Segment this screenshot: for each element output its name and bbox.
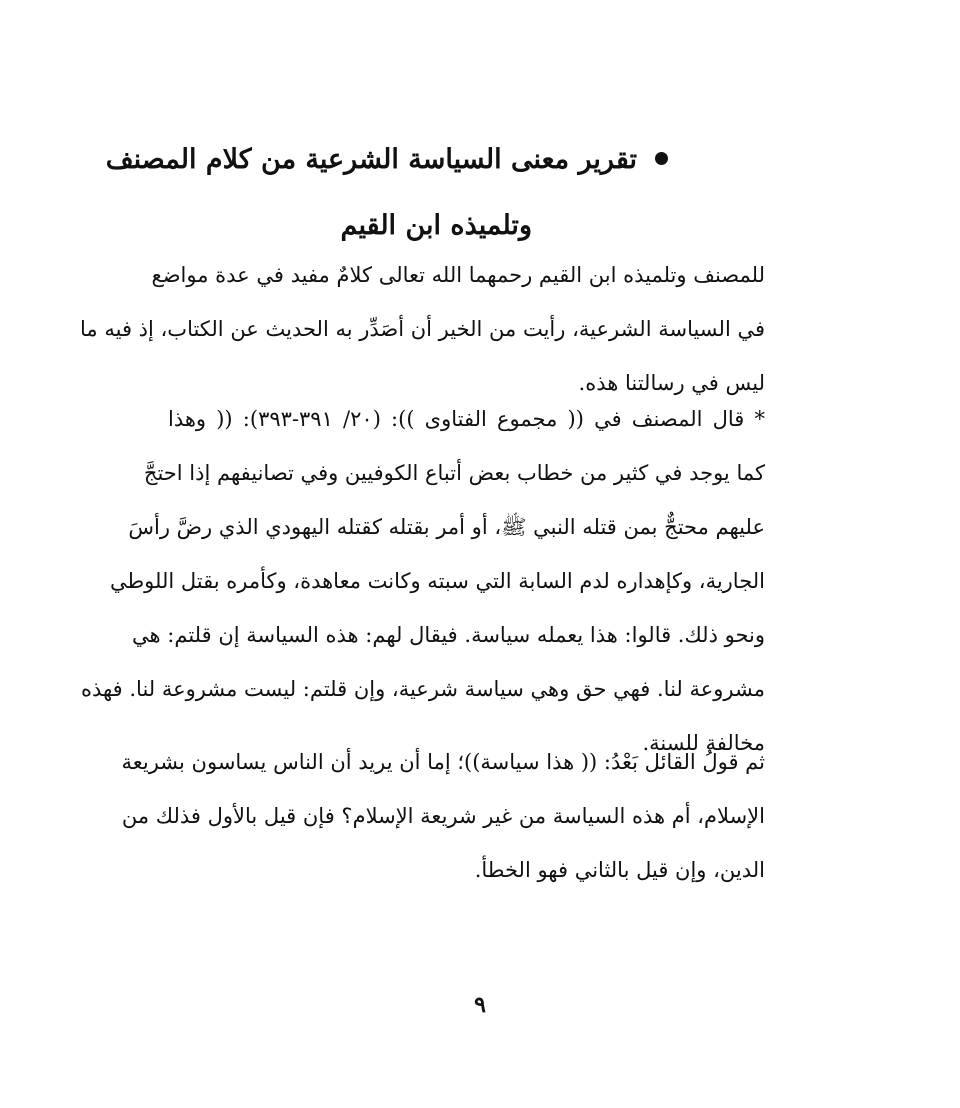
paragraph-line: ثم قولُ القائل بَعْدُ: (( هذا سياسة))؛ إما أن يريد أن الناس يساسون بشريعة xyxy=(121,750,765,774)
quote-paragraph xyxy=(80,392,765,770)
paragraph-line: عليهم محتجٌّ بمن قتله النبي ﷺ، أو أمر بقتله كقتله اليهودي الذي رضَّ رأسَ xyxy=(128,515,765,539)
paragraph-line: * قال المصنف في (( مجموع الفتاوى )): (٢٠/ ٣٩١-٣٩٣): (( وهذا xyxy=(168,407,765,431)
page-number: ٩ xyxy=(474,992,486,1018)
paragraph-line: الإسلام، أم هذه السياسة من غير شريعة الإسلام؟ فإن قيل بالأول فذلك من xyxy=(121,804,765,828)
paragraph-line: ليس في رسالتنا هذه. xyxy=(578,371,765,395)
conclusion-paragraph xyxy=(121,735,765,897)
paragraph-line: في السياسة الشرعية، رأيت من الخير أن أصَدِّر به الحديث عن الكتاب، إذ فيه ما xyxy=(80,317,765,341)
intro-paragraph xyxy=(80,248,765,410)
paragraph-line: مشروعة لنا. فهي حق وهي سياسة شرعية، وإن قلتم: ليست مشروعة لنا. فهذه xyxy=(80,677,765,701)
section-heading xyxy=(106,146,668,173)
paragraph-line: الدين، وإن قيل بالثاني فهو الخطأ. xyxy=(474,858,765,882)
bullet-icon xyxy=(655,152,668,165)
section-heading-line-1: تقرير معنى السياسة الشرعية من كلام المصنف xyxy=(105,144,637,175)
section-heading-line-2: وتلميذه ابن القيم xyxy=(340,210,532,241)
paragraph-line: ونحو ذلك. قالوا: هذا يعمله سياسة. فيقال لهم: هذه السياسة إن قلتم: هي xyxy=(132,623,765,647)
paragraph-line: للمصنف وتلميذه ابن القيم رحمهما الله تعالى كلامٌ مفيد في عدة مواضع xyxy=(151,263,765,287)
paragraph-line: مخالفة للسنة. xyxy=(642,731,765,755)
paragraph-line: كما يوجد في كثير من خطاب بعض أتباع الكوفيين وفي تصانيفهم إذا احتجَّ xyxy=(143,461,765,485)
paragraph-line: الجارية، وكإهداره لدم السابة التي سبته وكانت معاهدة، وكأمره بقتل اللوطي xyxy=(109,569,765,593)
